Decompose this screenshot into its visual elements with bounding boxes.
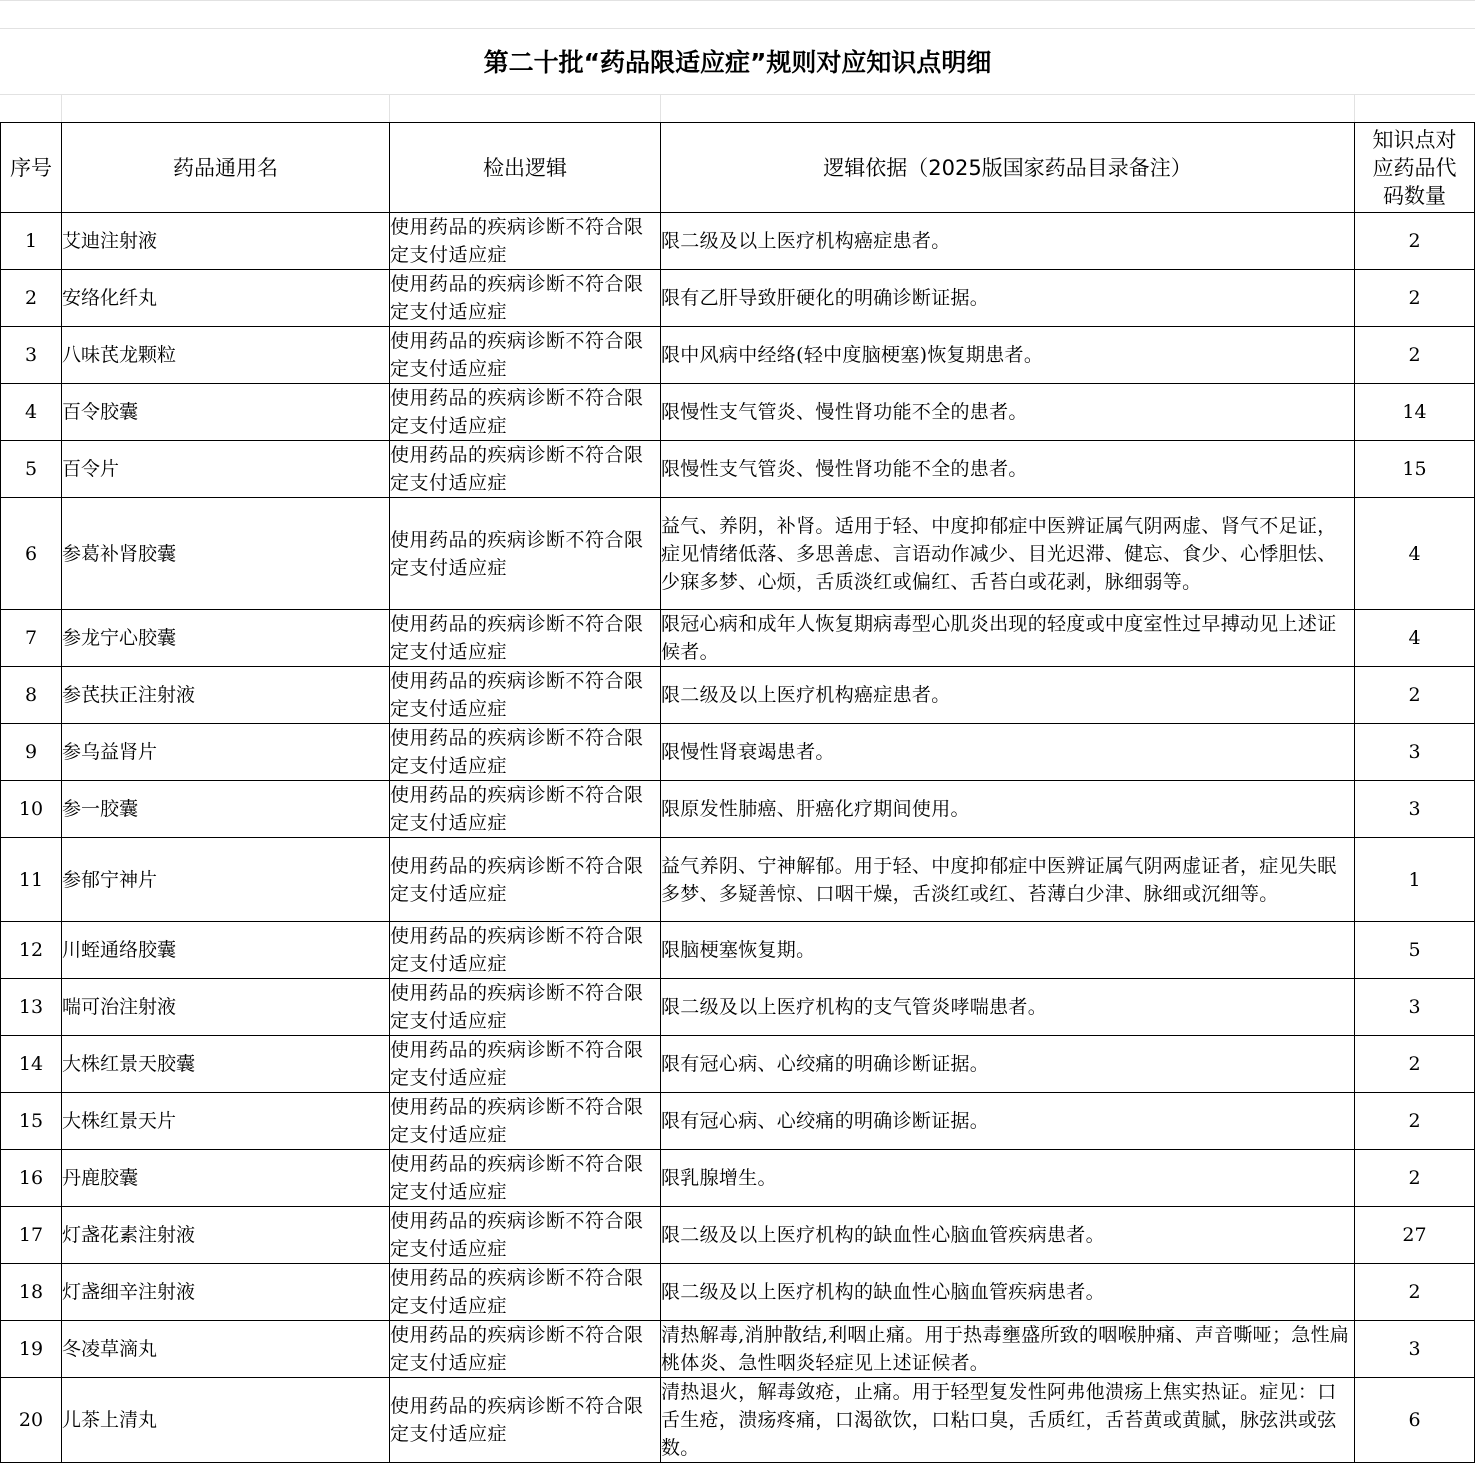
table-body <box>1 213 1475 1463</box>
count-cell: 2 <box>1355 213 1475 270</box>
count-cell: 3 <box>1355 781 1475 838</box>
logic-cell: 使用药品的疾病诊断不符合限定支付适应症 <box>390 922 661 979</box>
logic-cell: 使用药品的疾病诊断不符合限定支付适应症 <box>390 610 661 667</box>
page-title: 第二十批“药品限适应症”规则对应知识点明细 <box>483 48 992 77</box>
logic-cell: 使用药品的疾病诊断不符合限定支付适应症 <box>390 441 661 498</box>
drug-name-cell: 参芪扶正注射液 <box>62 667 390 724</box>
count-cell: 4 <box>1355 498 1475 610</box>
row-no-cell: 11 <box>1 838 62 922</box>
count-cell: 3 <box>1355 979 1475 1036</box>
logic-cell: 使用药品的疾病诊断不符合限定支付适应症 <box>390 213 661 270</box>
logic-cell: 使用药品的疾病诊断不符合限定支付适应症 <box>390 1321 661 1378</box>
sheet-gridline <box>389 94 390 122</box>
logic-cell: 使用药品的疾病诊断不符合限定支付适应症 <box>390 1093 661 1150</box>
basis-cell: 限乳腺增生。 <box>661 1150 1355 1207</box>
table-row <box>1 270 1475 327</box>
row-no-cell: 18 <box>1 1264 62 1321</box>
drug-name-cell: 参乌益肾片 <box>62 724 390 781</box>
basis-cell: 限二级及以上医疗机构的支气管炎哮喘患者。 <box>661 979 1355 1036</box>
drug-name-cell: 灯盏细辛注射液 <box>62 1264 390 1321</box>
row-no-cell: 15 <box>1 1093 62 1150</box>
count-cell: 2 <box>1355 667 1475 724</box>
basis-cell: 限慢性肾衰竭患者。 <box>661 724 1355 781</box>
row-no-cell: 10 <box>1 781 62 838</box>
logic-cell: 使用药品的疾病诊断不符合限定支付适应症 <box>390 979 661 1036</box>
count-cell: 3 <box>1355 1321 1475 1378</box>
row-no-cell: 6 <box>1 498 62 610</box>
logic-cell: 使用药品的疾病诊断不符合限定支付适应症 <box>390 781 661 838</box>
logic-cell: 使用药品的疾病诊断不符合限定支付适应症 <box>390 838 661 922</box>
count-cell: 6 <box>1355 1378 1475 1463</box>
table-header-row <box>1 123 1475 213</box>
logic-cell: 使用药品的疾病诊断不符合限定支付适应症 <box>390 1207 661 1264</box>
row-no-cell: 7 <box>1 610 62 667</box>
count-cell: 14 <box>1355 384 1475 441</box>
table-row <box>1 327 1475 384</box>
drug-name-cell: 儿茶上清丸 <box>62 1378 390 1463</box>
table-row <box>1 838 1475 922</box>
drug-indication-table <box>0 122 1475 1463</box>
basis-cell: 限原发性肺癌、肝癌化疗期间使用。 <box>661 781 1355 838</box>
sheet-gridline <box>0 94 1475 95</box>
drug-name-cell: 百令胶囊 <box>62 384 390 441</box>
logic-cell: 使用药品的疾病诊断不符合限定支付适应症 <box>390 1264 661 1321</box>
sheet-gridline <box>0 0 1475 1</box>
header-logic: 检出逻辑 <box>390 123 661 213</box>
header-drug-name: 药品通用名 <box>62 123 390 213</box>
basis-cell: 限有冠心病、心绞痛的明确诊断证据。 <box>661 1036 1355 1093</box>
table-row <box>1 1207 1475 1264</box>
count-cell: 27 <box>1355 1207 1475 1264</box>
logic-cell: 使用药品的疾病诊断不符合限定支付适应症 <box>390 384 661 441</box>
logic-cell: 使用药品的疾病诊断不符合限定支付适应症 <box>390 724 661 781</box>
basis-cell: 限慢性支气管炎、慢性肾功能不全的患者。 <box>661 441 1355 498</box>
drug-name-cell: 丹鹿胶囊 <box>62 1150 390 1207</box>
basis-cell: 清热退火，解毒敛疮，止痛。用于轻型复发性阿弗他溃疡上焦实热证。症见：口舌生疮，溃疡疼痛，口渴欲饮，口粘口臭，舌质红，舌苔黄或黄腻，脉弦洪或弦数。 <box>661 1378 1355 1463</box>
header-count: 知识点对应药品代码数量 <box>1355 123 1475 213</box>
count-cell: 1 <box>1355 838 1475 922</box>
logic-cell: 使用药品的疾病诊断不符合限定支付适应症 <box>390 327 661 384</box>
sheet-gridline <box>61 94 62 122</box>
count-cell: 2 <box>1355 1093 1475 1150</box>
logic-cell: 使用药品的疾病诊断不符合限定支付适应症 <box>390 270 661 327</box>
basis-cell: 限慢性支气管炎、慢性肾功能不全的患者。 <box>661 384 1355 441</box>
table-row <box>1 1093 1475 1150</box>
count-cell: 2 <box>1355 1264 1475 1321</box>
drug-name-cell: 大株红景天片 <box>62 1093 390 1150</box>
table-row <box>1 1378 1475 1463</box>
row-no-cell: 16 <box>1 1150 62 1207</box>
basis-cell: 清热解毒,消肿散结,利咽止痛。用于热毒壅盛所致的咽喉肿痛、声音嘶哑；急性扁桃体炎、急性咽炎轻症见上述证候者。 <box>661 1321 1355 1378</box>
drug-name-cell: 八味芪龙颗粒 <box>62 327 390 384</box>
table-row <box>1 1264 1475 1321</box>
basis-cell: 限二级及以上医疗机构癌症患者。 <box>661 213 1355 270</box>
row-no-cell: 3 <box>1 327 62 384</box>
logic-cell: 使用药品的疾病诊断不符合限定支付适应症 <box>390 1150 661 1207</box>
drug-name-cell: 灯盏花素注射液 <box>62 1207 390 1264</box>
basis-cell: 益气养阴、宁神解郁。用于轻、中度抑郁症中医辨证属气阴两虚证者，症见失眠多梦、多疑善惊、口咽干燥，舌淡红或红、苔薄白少津、脉细或沉细等。 <box>661 838 1355 922</box>
row-no-cell: 17 <box>1 1207 62 1264</box>
logic-cell: 使用药品的疾病诊断不符合限定支付适应症 <box>390 1378 661 1463</box>
count-cell: 2 <box>1355 327 1475 384</box>
table-row <box>1 979 1475 1036</box>
basis-cell: 限二级及以上医疗机构的缺血性心脑血管疾病患者。 <box>661 1264 1355 1321</box>
count-cell: 2 <box>1355 1150 1475 1207</box>
drug-name-cell: 川蛭通络胶囊 <box>62 922 390 979</box>
basis-cell: 限有乙肝导致肝硬化的明确诊断证据。 <box>661 270 1355 327</box>
basis-cell: 限二级及以上医疗机构癌症患者。 <box>661 667 1355 724</box>
row-no-cell: 5 <box>1 441 62 498</box>
table-row <box>1 922 1475 979</box>
header-basis: 逻辑依据（2025版国家药品目录备注） <box>661 123 1355 213</box>
table-row <box>1 781 1475 838</box>
sheet-gridline <box>1354 94 1355 122</box>
count-cell: 2 <box>1355 270 1475 327</box>
table-row <box>1 441 1475 498</box>
row-no-cell: 8 <box>1 667 62 724</box>
table-row <box>1 1150 1475 1207</box>
row-no-cell: 19 <box>1 1321 62 1378</box>
count-cell: 15 <box>1355 441 1475 498</box>
drug-name-cell: 冬凌草滴丸 <box>62 1321 390 1378</box>
count-cell: 4 <box>1355 610 1475 667</box>
row-no-cell: 2 <box>1 270 62 327</box>
table-row <box>1 213 1475 270</box>
drug-name-cell: 参一胶囊 <box>62 781 390 838</box>
logic-cell: 使用药品的疾病诊断不符合限定支付适应症 <box>390 667 661 724</box>
drug-name-cell: 参郁宁神片 <box>62 838 390 922</box>
row-no-cell: 4 <box>1 384 62 441</box>
drug-name-cell: 安络化纤丸 <box>62 270 390 327</box>
count-cell: 2 <box>1355 1036 1475 1093</box>
drug-name-cell: 参龙宁心胶囊 <box>62 610 390 667</box>
drug-name-cell: 喘可治注射液 <box>62 979 390 1036</box>
table-row <box>1 724 1475 781</box>
table-row <box>1 1036 1475 1093</box>
drug-name-cell: 参葛补肾胶囊 <box>62 498 390 610</box>
basis-cell: 限中风病中经络(轻中度脑梗塞)恢复期患者。 <box>661 327 1355 384</box>
table-row <box>1 384 1475 441</box>
header-no: 序号 <box>1 123 62 213</box>
table-row <box>1 667 1475 724</box>
row-no-cell: 1 <box>1 213 62 270</box>
row-no-cell: 9 <box>1 724 62 781</box>
basis-cell: 限脑梗塞恢复期。 <box>661 922 1355 979</box>
drug-name-cell: 大株红景天胶囊 <box>62 1036 390 1093</box>
basis-cell: 限二级及以上医疗机构的缺血性心脑血管疾病患者。 <box>661 1207 1355 1264</box>
table-row <box>1 1321 1475 1378</box>
drug-name-cell: 艾迪注射液 <box>62 213 390 270</box>
logic-cell: 使用药品的疾病诊断不符合限定支付适应症 <box>390 1036 661 1093</box>
basis-cell: 限有冠心病、心绞痛的明确诊断证据。 <box>661 1093 1355 1150</box>
row-no-cell: 12 <box>1 922 62 979</box>
row-no-cell: 13 <box>1 979 62 1036</box>
basis-cell: 益气、养阴，补肾。适用于轻、中度抑郁症中医辨证属气阴两虚、肾气不足证，症见情绪低落、多思善虑、言语动作减少、目光迟滞、健忘、食少、心悸胆怯、少寐多梦、心烦，舌质淡红或偏红、舌苔白或花剥，脉细弱等。 <box>661 498 1355 610</box>
row-no-cell: 14 <box>1 1036 62 1093</box>
logic-cell: 使用药品的疾病诊断不符合限定支付适应症 <box>390 498 661 610</box>
row-no-cell: 20 <box>1 1378 62 1463</box>
sheet-gridline <box>660 94 661 122</box>
basis-cell: 限冠心病和成年人恢复期病毒型心肌炎出现的轻度或中度室性过早搏动见上述证候者。 <box>661 610 1355 667</box>
count-cell: 5 <box>1355 922 1475 979</box>
table-row <box>1 498 1475 610</box>
drug-name-cell: 百令片 <box>62 441 390 498</box>
table-row <box>1 610 1475 667</box>
count-cell: 3 <box>1355 724 1475 781</box>
